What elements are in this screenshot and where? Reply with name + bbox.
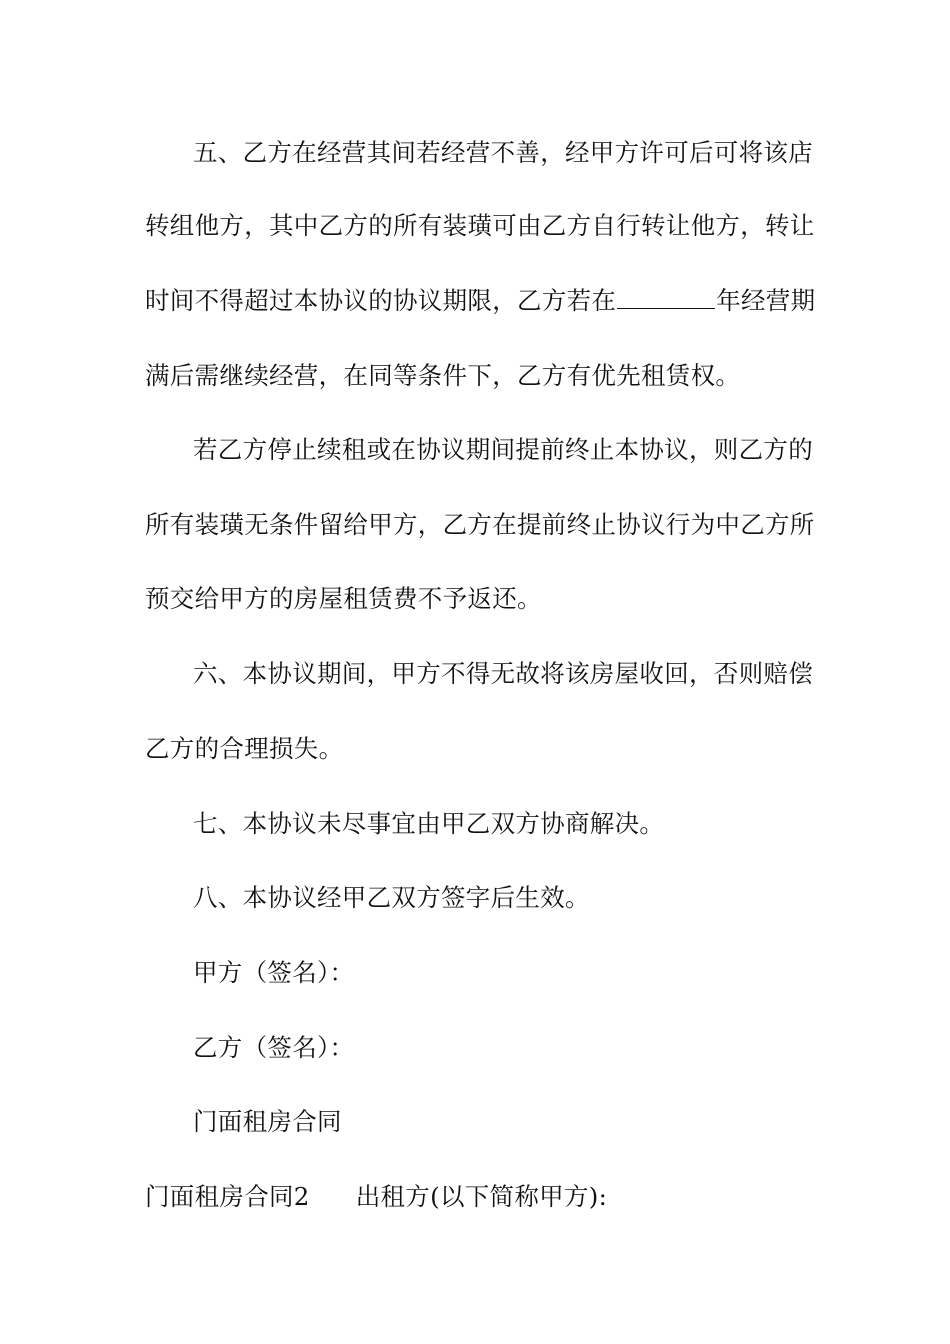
year-blank-field [617, 286, 715, 309]
paragraph-five-line-3-before: 时间不得超过本协议的协议期限，乙方若在 [145, 286, 617, 315]
next-contract-title: 门面租房合同2 [145, 1182, 310, 1211]
paragraph-termination-line-2: 所有装璜无条件留给甲方，乙方在提前终止协议行为中乙方所 [145, 510, 815, 539]
paragraph-five-line-1: 五、乙方在经营其间若经营不善，经甲方许可后可将该店 [193, 138, 813, 167]
paragraph-six-line-2: 乙方的合理损失。 [145, 734, 344, 763]
paragraph-seven: 七、本协议未尽事宜由甲乙双方协商解决。 [193, 809, 665, 838]
contract-title: 门面租房合同 [193, 1107, 342, 1136]
paragraph-five-line-4: 满后需继续经营，在同等条件下，乙方有优先租赁权。 [145, 361, 741, 390]
paragraph-termination-line-3: 预交给甲方的房屋租赁费不予返还。 [145, 584, 542, 613]
paragraph-termination-line-1: 若乙方停止续租或在协议期间提前终止本协议，则乙方的 [193, 435, 813, 464]
party-a-signature-label: 甲方（签名）： [193, 958, 355, 987]
paragraph-five-line-2: 转组他方，其中乙方的所有装璜可由乙方自行转让他方，转让 [145, 211, 815, 240]
paragraph-five-line-3-after: 年经营期 [716, 286, 816, 315]
next-contract-heading-line [145, 1182, 825, 1212]
party-b-signature-label: 乙方（签名）： [193, 1033, 355, 1062]
paragraph-eight: 八、本协议经甲乙双方签字后生效。 [193, 883, 590, 912]
paragraph-six-line-1: 六、本协议期间，甲方不得无故将该房屋收回，否则赔偿 [193, 659, 813, 688]
lessor-party-label: 出租方(以下简称甲方): [355, 1182, 608, 1211]
paragraph-five-line-3 [145, 286, 825, 316]
